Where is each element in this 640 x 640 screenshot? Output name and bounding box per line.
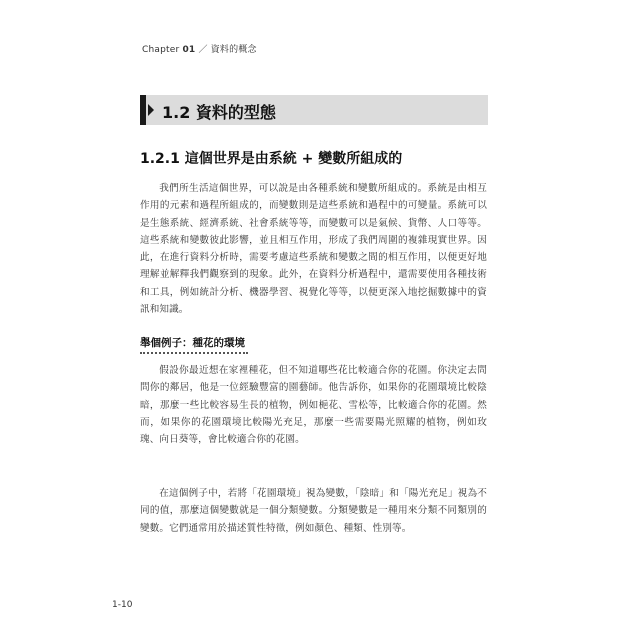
body-paragraph-3: 在這個例子中，若將「花園環境」視為變數，「陰暗」和「陽光充足」視為不同的值，那麼這個變數就是一個分類變數。分類變數是一種用來分類不同類別的變數。它們通常用於描述質性特徵，例如顏色、種類、性別等。: [140, 488, 487, 534]
chapter-number: 01: [182, 45, 196, 55]
page-number: 1-10: [112, 600, 133, 610]
example-heading-divider: [140, 352, 248, 354]
chapter-label: Chapter: [142, 45, 180, 55]
section-heading-bar: [140, 95, 488, 125]
running-header: [142, 42, 257, 55]
section-marker: [140, 95, 146, 125]
example-heading: 舉個例子：種花的環境: [140, 337, 245, 349]
header-separator: ／: [198, 45, 208, 55]
section-title: 1.2 資料的型態: [162, 103, 276, 122]
body-paragraph-1: 我們所生活這個世界，可以說是由各種系統和變數所組成的。系統是由相互作用的元素和過程所組成的，而變數則是這些系統和過程中的可變量。系統可以是生態系統、經濟系統、社會系統等等，而變數可以是氣候、貨幣、人口等等。這些系統和變數彼此影響，並且相互作用，形成了我們周圍的複雜現實世界。因此，在進行資料分析時，需要考慮這些系統和變數之間的相互作用，以便更好地理解並解釋我們觀察到的現象。此外，在資料分析過程中，還需要使用各種技術和工具，例如統計分析、機器學習、視覺化等等，以便更深入地挖掘數據中的資訊和知識。: [140, 183, 487, 316]
body-paragraph-2: 假設你最近想在家裡種花，但不知道哪些花比較適合你的花園。你決定去問問你的鄰居，他是一位經驗豐富的園藝師。他告訴你，如果你的花園環境比較陰暗，那麼一些比較容易生長的植物，例如梔花、雪松等，比較適合你的花園。然而，如果你的花園環境比較陽光充足，那麼一些需要陽光照耀的植物，例如玫瑰、向日葵等，會比較適合你的花園。: [140, 365, 487, 446]
subsection-title: 1.2.1 這個世界是由系統 + 變數所組成的: [140, 151, 403, 167]
triangle-marker-icon: [148, 104, 154, 116]
chapter-title: 資料的概念: [210, 45, 257, 55]
